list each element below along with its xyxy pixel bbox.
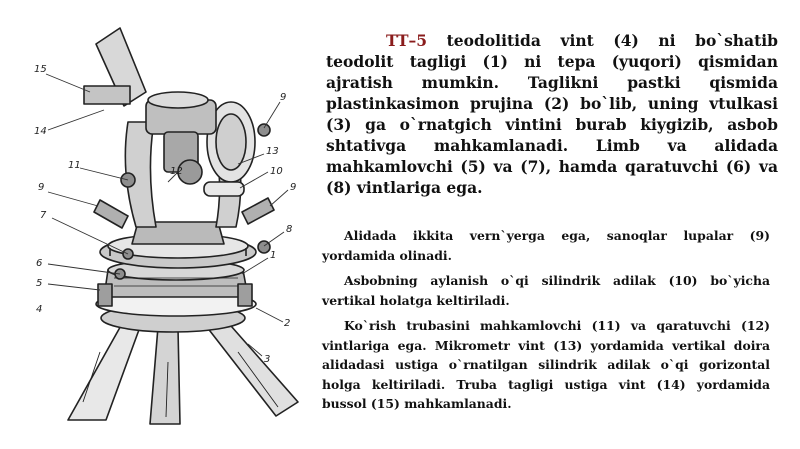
callout-10: 10 [270,166,283,177]
theodolite-illustration [28,22,310,427]
theodolite-drawing [28,22,310,427]
callout-14: 14 [34,126,47,137]
callout-9-top: 9 [280,92,287,103]
lead-paragraph [326,30,778,198]
callout-1: 1 [270,250,277,261]
model-name: TT–5 [386,31,428,50]
lead-text: teodolitida vint (4) ni bo`shatib teodolit tagligi (1) ni tepa (yuqori) qismidan ajratish mumkin. Taglikni pastki qismida plastinkasimon prujina (2) bo`lib, uning vtulkasi (3) ga o`rnatgich vintini burab kiygizib, asbob shtativga mahkamlanadi. Limb va alidada mahkamlovchi (5) va (7), hamda qaratuvchi (6) va (8) vintlariga ega. [326,31,778,197]
callout-9-right: 9 [290,182,297,193]
callout-4: 4 [36,304,43,315]
paragraph-axis-level: Asbobning aylanish o`qi silindrik adilak (10) bo`yicha vertikal holatga keltiriladi. [322,273,770,308]
callout-2: 2 [284,318,291,329]
callout-8: 8 [286,224,293,235]
paragraph-telescope: Ko`rish trubasini mahkamlovchi (11) va qaratuvchi (12) vintlariga ega. Mikrometr vint (13) yordamida vertikal doira alidadasi ustiga o`rnatilgan silindrik adilak o`qi gorizontal holga keltiriladi. Truba tagligi ustiga vint (14) yordamida bussol (15) mahkamlanadi. [322,318,770,412]
callout-15: 15 [34,64,47,75]
callout-5: 5 [36,278,43,289]
callout-11: 11 [68,160,81,171]
callout-12: 12 [170,166,183,177]
paragraph-verniers: Alidada ikkita vern`yerga ega, sanoqlar lupalar (9) yordamida olinadi. [322,228,770,263]
callout-13: 13 [266,146,279,157]
callout-3: 3 [264,354,271,365]
callout-9-left: 9 [38,182,45,193]
callout-6: 6 [36,258,43,269]
callout-7: 7 [40,210,47,221]
